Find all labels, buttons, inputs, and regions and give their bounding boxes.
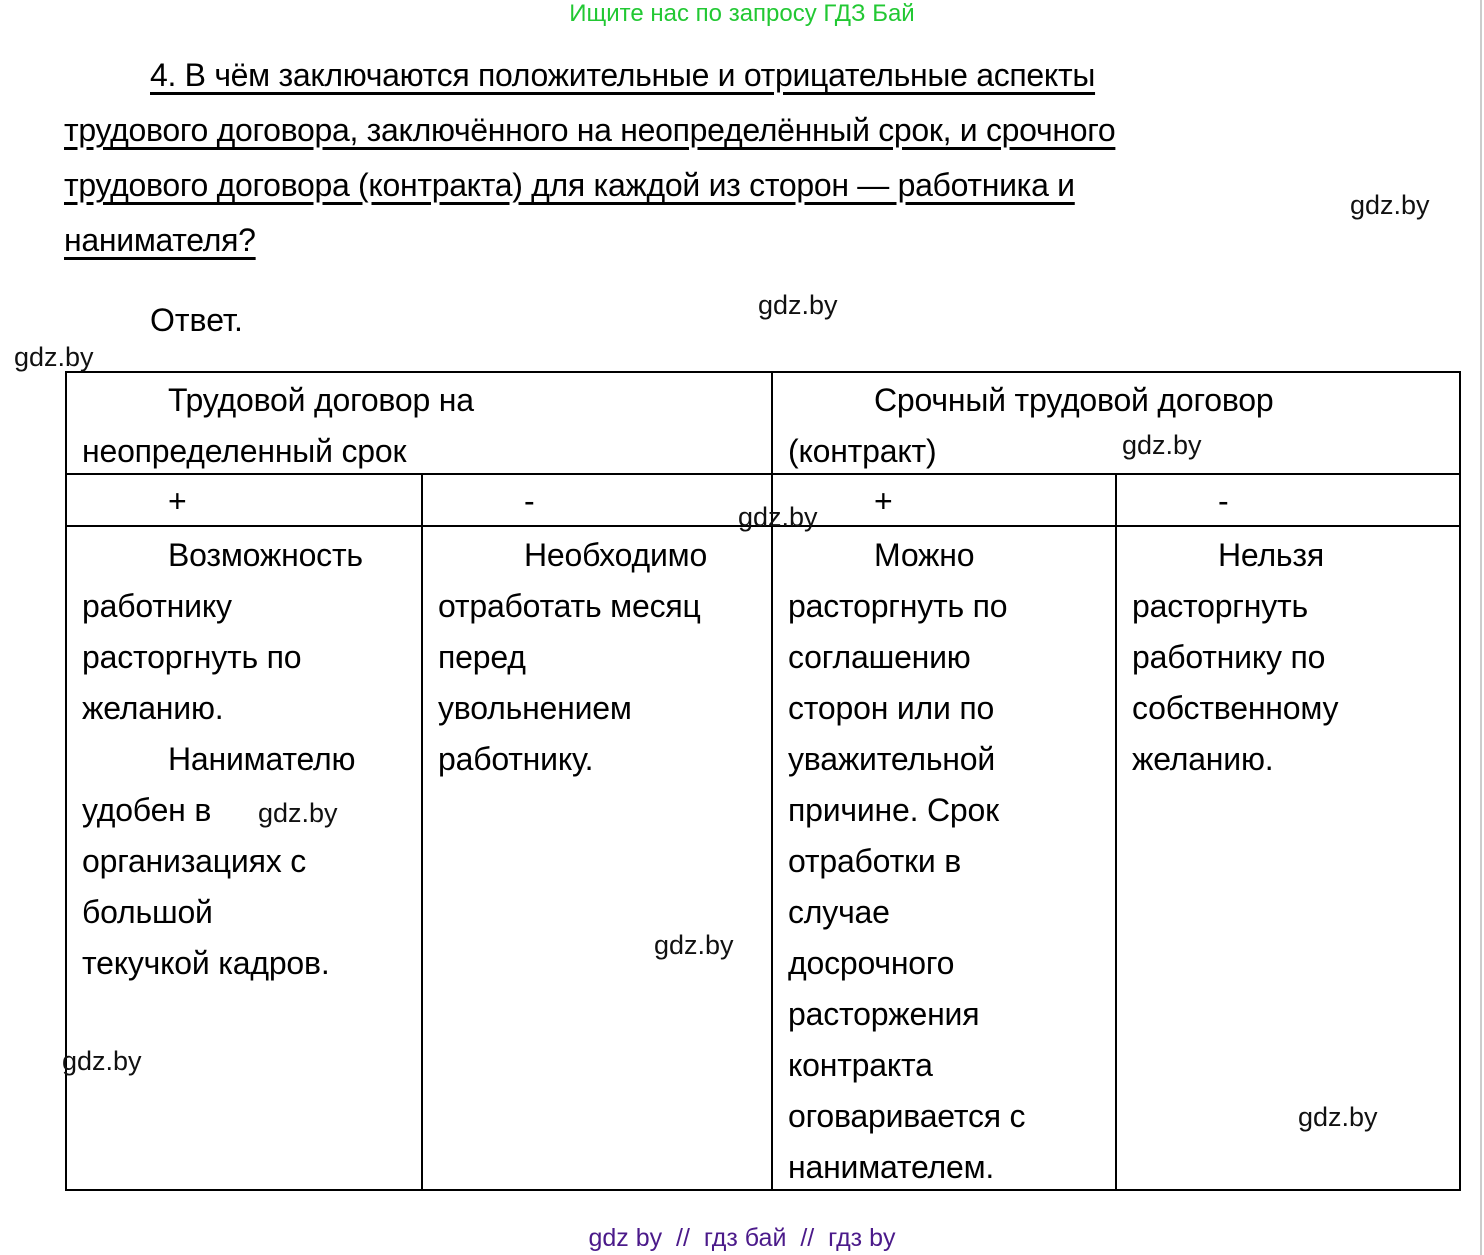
watermark: gdz.by [258,798,338,828]
header-line: неопределенный срок [82,433,407,469]
watermark: gdz.by [1122,430,1202,460]
subheader-minus: - [524,483,535,519]
watermark: gdz.by [62,1046,142,1076]
comparison-table [65,371,1461,1191]
search-hint: Ищите нас по запросу ГДЗ Бай [569,0,915,27]
footer-links: gdz by // гдз бай // гдз by [588,1224,896,1252]
subheader-plus: + [168,483,187,519]
question-line: 4. В чём заключаются положительные и отрицательные аспекты [150,57,1096,93]
subheader-plus: + [874,483,893,519]
header-line: (контракт) [788,433,937,469]
watermark: gdz.by [1298,1102,1378,1132]
subheader-minus: - [1218,483,1229,519]
header-line: Срочный трудовой договор [874,382,1274,418]
watermark: gdz.by [738,502,818,532]
header-indefinite [67,375,771,477]
header-fixed-term [773,375,1461,477]
watermark: gdz.by [1350,190,1430,220]
question-line: трудового договора, заключённого на неопределённый срок, и срочного [64,112,1116,148]
watermark: gdz.by [654,930,734,960]
question-line: трудового договора (контракта) для каждой из сторон — работника и [64,167,1075,203]
answer-label: Ответ. [150,302,243,338]
watermark: gdz.by [758,290,838,320]
page-edge-divider [1480,0,1482,1255]
cell-indefinite-plus: Возможность работнику расторгнуть по желанию. Нанимателю удобен в организациях с большой текучкой кадров. [82,537,363,981]
watermark: gdz.by [14,342,94,372]
cell-fixed-minus: Нельзя расторгнуть работнику по собственному желанию. [1132,537,1339,777]
cell-fixed-plus: Можно расторгнуть по соглашению сторон или по уважительной причине. Срок отработки в случае досрочного расторжения контракта оговаривается с нанимателем. [788,537,1026,1185]
cell-indefinite-minus: Необходимо отработать месяц перед увольнением работнику. [438,537,708,777]
header-line: Трудовой договор на [168,382,474,418]
question-line: нанимателя? [64,222,256,258]
